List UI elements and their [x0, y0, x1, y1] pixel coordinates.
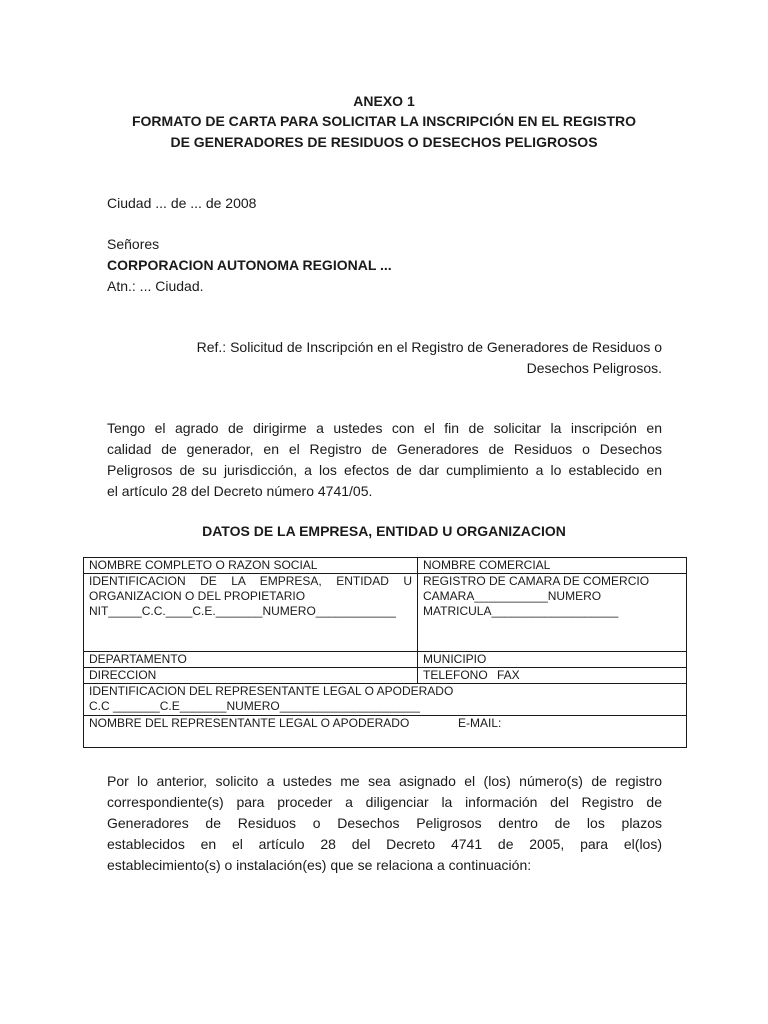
- rep-id-number-line: C.C _______C.E_______NUMERO_____________________: [89, 699, 420, 713]
- rep-name-label: NOMBRE DEL REPRESENTANTE LEGAL O APODERADO: [89, 716, 410, 730]
- chamber-label-line-3: MATRICULA___________________: [423, 604, 619, 618]
- full-name-field[interactable]: [84, 558, 418, 574]
- document-title-line-1: FORMATO DE CARTA PARA SOLICITAR LA INSCRIPCIÓN EN EL REGISTRO: [131, 113, 636, 129]
- email-label: E-MAIL:: [458, 716, 502, 730]
- company-id-number-line: NIT_____C.C.____C.E._______NUMERO____________: [89, 604, 396, 618]
- chamber-label-line-2: CAMARA___________NUMERO: [423, 589, 602, 603]
- date-line: Ciudad ... de ... de 2008: [107, 195, 257, 211]
- municipality-label: MUNICIPIO: [423, 652, 487, 666]
- legal-representative-name-field[interactable]: [84, 716, 458, 747]
- salutation: Señores: [107, 236, 160, 252]
- document-title-line-2: DE GENERADORES DE RESIDUOS O DESECHOS PELIGROSOS: [170, 134, 598, 150]
- paragraph-line: establecimiento(s) o instalación(es) que se relaciona a continuación:: [107, 857, 532, 873]
- annex-label: ANEXO 1: [353, 93, 415, 109]
- paragraph-line: Peligrosos de su jurisdicción, a los efectos de dar cumplimiento a lo establecido en: [107, 462, 662, 478]
- trade-name-field[interactable]: [418, 558, 687, 574]
- recipient: CORPORACION AUTONOMA REGIONAL ...: [107, 257, 392, 273]
- chamber-of-commerce-field[interactable]: [418, 574, 687, 652]
- legal-representative-id-field[interactable]: [84, 684, 687, 716]
- email-field[interactable]: [458, 716, 686, 747]
- paragraph-line: Por lo anterior, solicito a ustedes me sea asignado el (los) número(s) de registro: [107, 773, 662, 789]
- department-field[interactable]: [84, 652, 418, 668]
- paragraph-line: Generadores de Residuos o Desechos Peligrosos dentro de los plazos: [107, 815, 662, 831]
- department-label: DEPARTAMENTO: [89, 652, 187, 666]
- paragraph-line: Tengo el agrado de dirigirme a ustedes con el fin de solicitar la inscripción en: [107, 420, 662, 436]
- address-field[interactable]: [84, 668, 418, 684]
- reference-line-1: Ref.: Solicitud de Inscripción en el Registro de Generadores de Residuos o: [196, 339, 662, 355]
- section-heading: DATOS DE LA EMPRESA, ENTIDAD U ORGANIZACION: [202, 523, 566, 539]
- company-data-form: [83, 557, 687, 748]
- reference-line-2: Desechos Peligrosos.: [526, 360, 662, 376]
- paragraph-line: establecidos en el artículo 28 del Decreto 4741 de 2005, para el(los): [107, 836, 662, 852]
- company-identification-field[interactable]: [84, 574, 418, 652]
- paragraph-line: el artículo 28 del Decreto número 4741/05.: [107, 483, 373, 499]
- chamber-label-line-1: REGISTRO DE CAMARA DE COMERCIO: [423, 574, 650, 588]
- fax-label: FAX: [497, 668, 520, 682]
- company-id-label-line-2: ORGANIZACION O DEL PROPIETARIO: [89, 589, 306, 603]
- paragraph-line: calidad de generador, en el Registro de Generadores de Residuos o Desechos: [107, 441, 662, 457]
- fax-field[interactable]: [497, 668, 681, 683]
- paragraph-line: correspondiente(s) para proceder a diligenciar la información del Registro de: [107, 794, 662, 810]
- phone-label: TELEFONO: [423, 668, 488, 682]
- trade-name-label: NOMBRE COMERCIAL: [423, 558, 551, 572]
- phone-fax-field[interactable]: [418, 668, 687, 684]
- rep-id-label: IDENTIFICACION DEL REPRESENTANTE LEGAL O APODERADO: [89, 684, 454, 698]
- company-id-label-line-1: IDENTIFICACION DE LA EMPRESA, ENTIDAD U: [89, 574, 412, 588]
- address-label: DIRECCION: [89, 668, 157, 682]
- attention-line: Atn.: ... Ciudad.: [107, 278, 204, 294]
- phone-field[interactable]: [423, 668, 497, 683]
- full-name-label: NOMBRE COMPLETO O RAZON SOCIAL: [89, 558, 318, 572]
- municipality-field[interactable]: [418, 652, 687, 668]
